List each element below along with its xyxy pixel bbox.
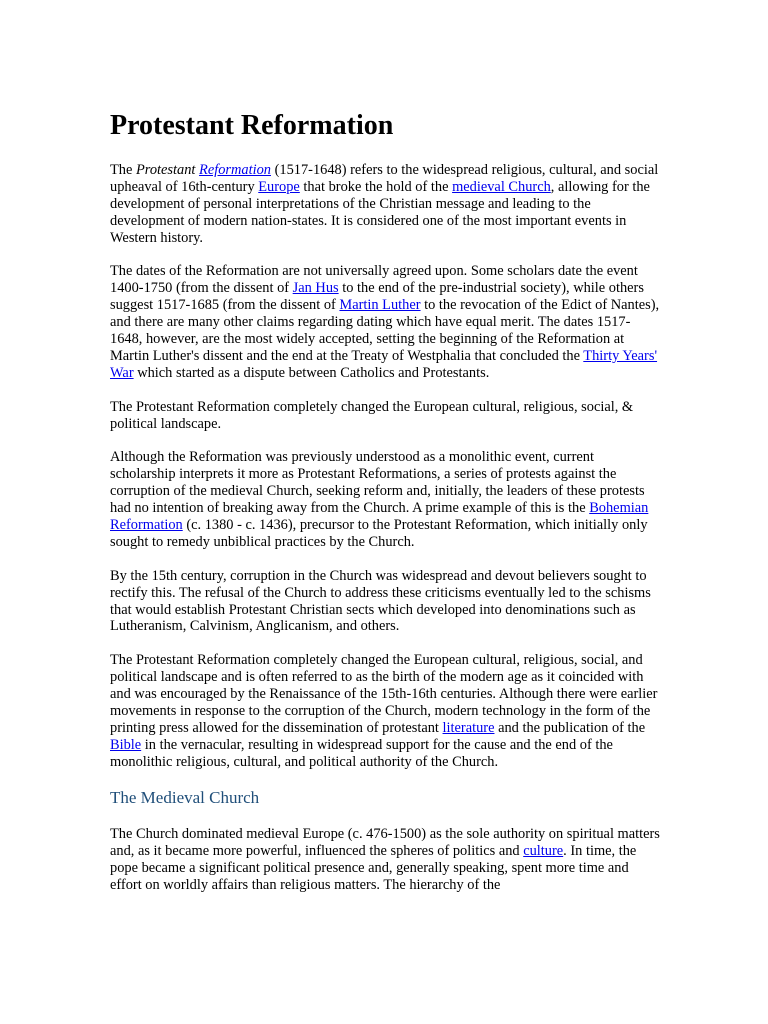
link-literature[interactable]: literature: [442, 719, 495, 736]
paragraph-landscape: The Protestant Reformation completely changed the European cultural, religious, social, & political landscape.: [110, 398, 634, 432]
paragraph-text: and the publication of the: [494, 719, 646, 736]
italic-text: Protestant: [135, 162, 196, 178]
paragraph-text: in the vernacular, resulting in widespread support for the cause and the end of the monolithic religious, cultural, and political authority of the Church.: [110, 736, 613, 770]
document-body: [110, 109, 660, 911]
paragraph-text: The Church dominated medieval Europe (c. 476-1500) as the sole authority on spiritual matters and, as it became more powerful, influenced the spheres of politics and: [110, 826, 660, 860]
link-reformation[interactable]: Reformation: [199, 162, 271, 178]
section-heading-medieval-church: The Medieval Church: [110, 788, 260, 808]
paragraph-text: , allowing for the development of personal interpretations of the Christian message and leading to the development of modern nation-states. It is considered one of the most important events in Western history.: [110, 178, 650, 246]
paragraph-dates: [110, 263, 660, 381]
paragraph-text: (c. 1380 - c. 1436), precursor to the Protestant Reformation, which initially only sought to remedy unbiblical practices by the Church.: [110, 516, 648, 550]
link-jan-hus[interactable]: Jan Hus: [292, 280, 339, 297]
link-bohemian-reformation[interactable]: Bohemian Reformation: [110, 500, 649, 533]
paragraph-medieval-church: [110, 826, 660, 894]
link-martin-luther[interactable]: Martin Luther: [339, 297, 421, 314]
paragraph-text: The: [110, 162, 136, 178]
paragraph-scholarship: [110, 449, 660, 550]
paragraph-modern-age: [110, 652, 660, 770]
paragraph-intro: [110, 162, 660, 247]
paragraph-corruption: By the 15th century, corruption in the Church was widespread and devout believers sought to rectify this. The refusal of the Church to address these criticisms eventually led to the schisms that would establish Protestant Christian sects which developed into denominations such as Lutheranism, Calvinism, Anglicanism, and others.: [110, 567, 651, 635]
paragraph-text: Although the Reformation was previously understood as a monolithic event, current scholarship interprets it more as Protestant Reformations, a series of protests against the corruption of the medieval Church, seeking reform and, initially, the leaders of these protests had no intention of breaking away from the Church. A prime example of this is the: [110, 449, 645, 517]
link-culture[interactable]: culture: [523, 843, 564, 860]
paragraph-text: which started as a dispute between Catholics and Protestants.: [133, 364, 490, 381]
link-europe[interactable]: Europe: [258, 178, 300, 195]
page-title: Protestant Reformation: [110, 110, 394, 141]
paragraph-text: to the revocation of the Edict of Nantes), and there are many other claims regarding dating which have equal merit. The dates 1517-1648, however, are the most widely accepted, setting the beginning of the Reformation at Martin Luther's dissent and the end at the Treaty of Westphalia that concluded the: [110, 297, 660, 364]
paragraph-text: The dates of the Reformation are not universally agreed upon. Some scholars date the event 1400-1750 (from the dissent of: [110, 263, 638, 297]
paragraph-text: (1517-1648) refers to the widespread religious, cultural, and social upheaval of 16th-century: [110, 162, 659, 195]
paragraph-text: to the end of the pre-industrial society), while others suggest 1517-1685 (from the dissent of: [110, 280, 644, 314]
link-bible[interactable]: Bible: [110, 736, 142, 753]
paragraph-text: . In time, the pope became a significant political presence and, generally speaking, spent more time and effort on worldly affairs than religious matters. The hierarchy of the: [110, 843, 637, 894]
paragraph-text: that broke the hold of the: [299, 178, 453, 195]
link-thirty-years-war[interactable]: Thirty Years' War: [110, 347, 658, 381]
paragraph-text: The Protestant Reformation completely changed the European cultural, religious, social, and political landscape and is often referred to as the birth of the modern age as it coincided with and was encouraged by the Renaissance of the 15th-16th centuries. Although there were earlier movements in response to the corruption of the Church, modern technology in the form of the printing press allowed for the dissemination of protestant: [110, 652, 658, 736]
link-medieval-church[interactable]: medieval Church: [452, 178, 551, 195]
